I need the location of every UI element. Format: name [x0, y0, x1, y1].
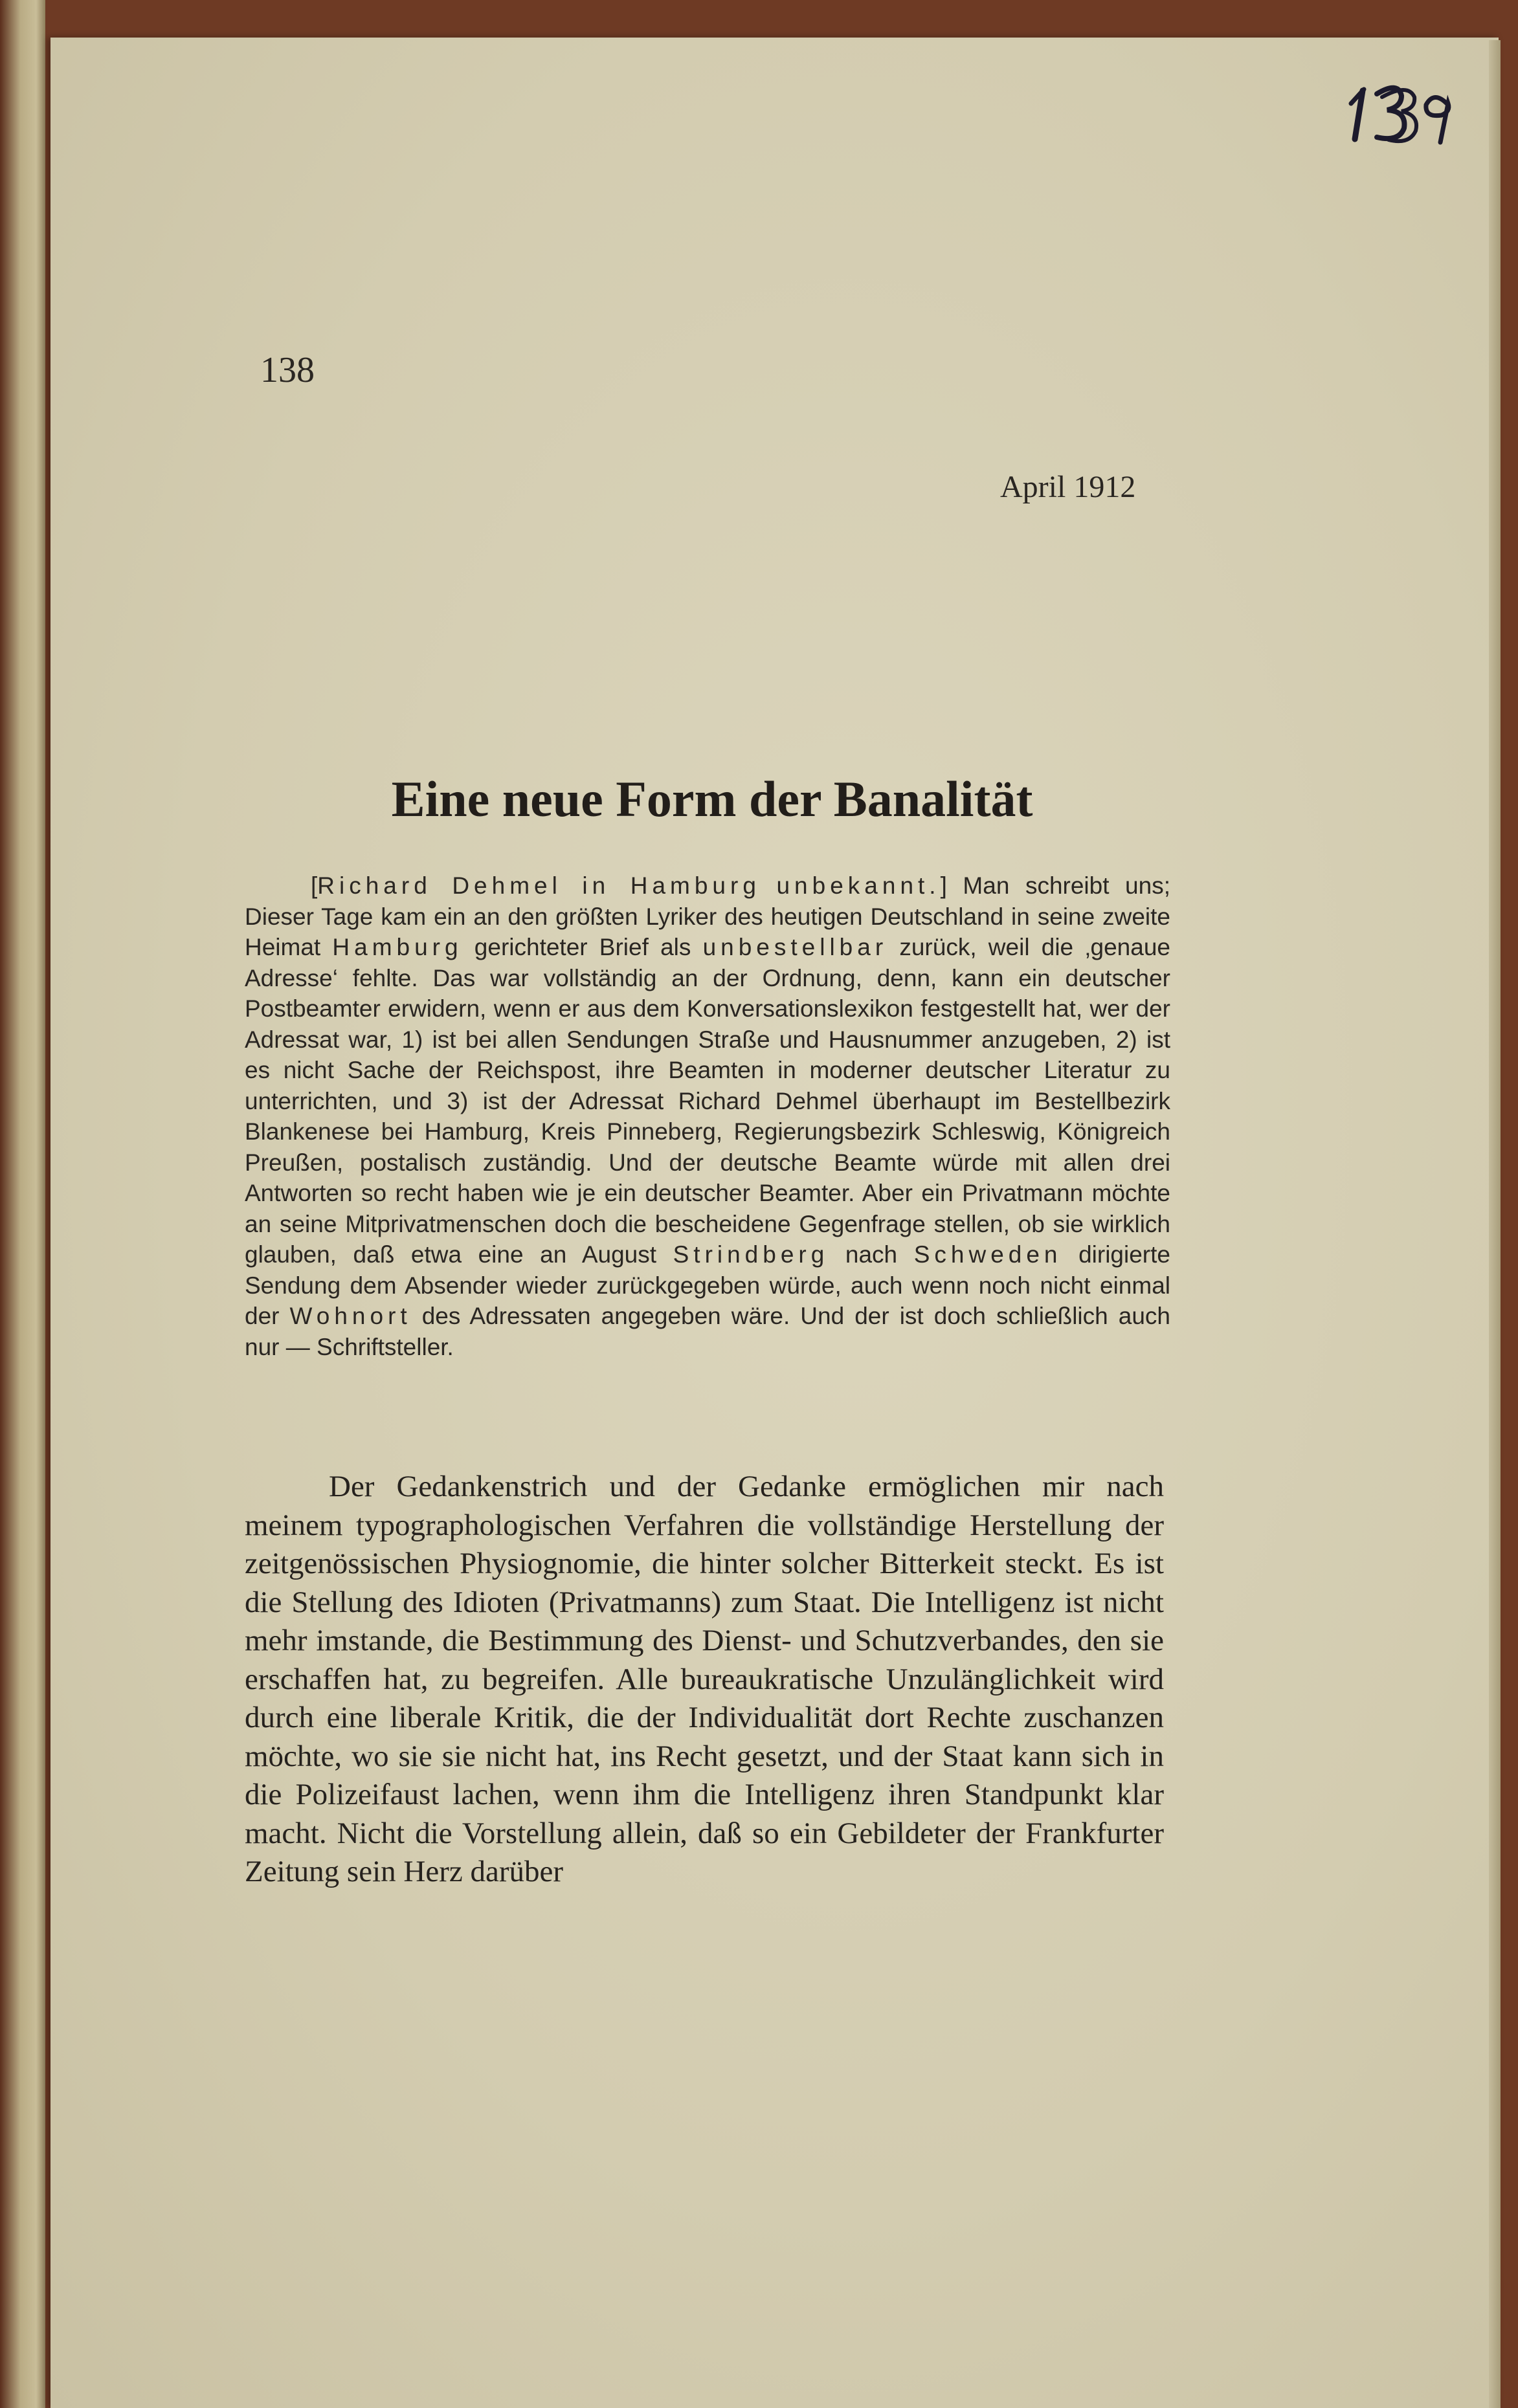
text-span: des Adressaten angegeben wäre. Und der ist doch schließlich auch nur — Schriftsteller.: [245, 1303, 1170, 1360]
handwritten-page-number: [1337, 78, 1466, 149]
city-name: Hamburg: [332, 934, 463, 960]
issue-date: April 1912: [1000, 470, 1136, 504]
text-span: in: [561, 872, 631, 899]
article-title: Eine neue Form der Banalität: [391, 771, 1033, 827]
text-span: zurück, weil die ‚genaue Adresse‘ fehlte. Das war vollständig an der Ordnung, denn, kann ein deutscher Postbeamter erwidern, wenn er aus dem Konversationslexikon festgestellt hat, wer der Adressat war, 1) ist bei allen Sendungen Straße und Hausnummer anzugeben, 2) ist es nicht Sache der Reichspost, ihre Beamten in moderner deutscher Literatur zu unterrichten, und 3) ist der Adressat Richard Dehmel überhaupt im Bestellbezirk Blankenese bei Hamburg, Kreis Pinneberg, Regierungsbezirk Schleswig, Königreich Preußen, postalisch zuständig. Und der deutsche Beamte würde mit allen drei Antworten so recht haben wie je ein deutscher Beamter. Aber ein Privatmann möchte an seine Mitprivatmenschen doch die bescheidene Gegenfrage stellen, ob sie wirklich glauben, daß etwa eine an August: [245, 934, 1170, 1268]
bracket: [: [311, 872, 318, 899]
author-name: Richard Dehmel: [317, 872, 562, 899]
country-name: Schweden: [913, 1241, 1062, 1268]
quoted-notice: [245, 870, 1170, 1362]
page-number: 138: [260, 350, 315, 390]
unknown-label: unbekannt.: [776, 872, 941, 899]
adjacent-page-edge: [0, 0, 45, 2408]
text-span: dirigierte Sendung dem Absender wieder zurückgegeben würde, auch wenn noch nicht einmal der: [245, 1241, 1170, 1329]
undeliverable-label: unbestellbar: [702, 934, 888, 960]
strindberg-name: Strindberg: [673, 1241, 829, 1268]
page-edge-shadow: [1489, 40, 1501, 2408]
quoted-notice-paragraph: [245, 870, 1170, 1362]
text-span: nach: [829, 1241, 914, 1268]
text-span: ] Man schreibt uns; Dieser Tage kam ein an den größten Lyriker des heutigen Deutschland in seine zweite Heimat: [245, 872, 1170, 960]
text-span: gerichteter Brief als: [462, 934, 703, 960]
text-span: [761, 872, 777, 899]
body-paragraph: Der Gedankenstrich und der Gedanke ermöglichen mir nach meinem typographologischen Verfahren die vollständige Herstellung der zeitgenössischen Physiognomie, die hinter solcher Bitterkeit steckt. Es ist die Stellung des Idioten (Privatmanns) zum Staat. Die Intelligenz ist nicht mehr imstande, die Bestimmung des Dienst- und Schutzverbandes, den sie erschaffen hat, zu begreifen. Alle bureaukratische Unzulänglichkeit wird durch eine liberale Kritik, die der Individualität dort Rechte zuschanzen möchte, wo sie sie nicht hat, ins Recht gesetzt, und der Staat kann sich in die Polizeifaust lachen, wenn ihm die Intelligenz ihren Standpunkt klar macht. Nicht die Vorstellung allein, daß so ein Gebildeter der Frankfurter Zeitung sein Herz darüber: [245, 1470, 1164, 1888]
essay-body: [245, 1468, 1164, 1892]
residence-label: Wohnort: [289, 1303, 412, 1329]
city-name: Hamburg: [630, 872, 761, 899]
handwritten-139-icon: [1337, 78, 1466, 149]
